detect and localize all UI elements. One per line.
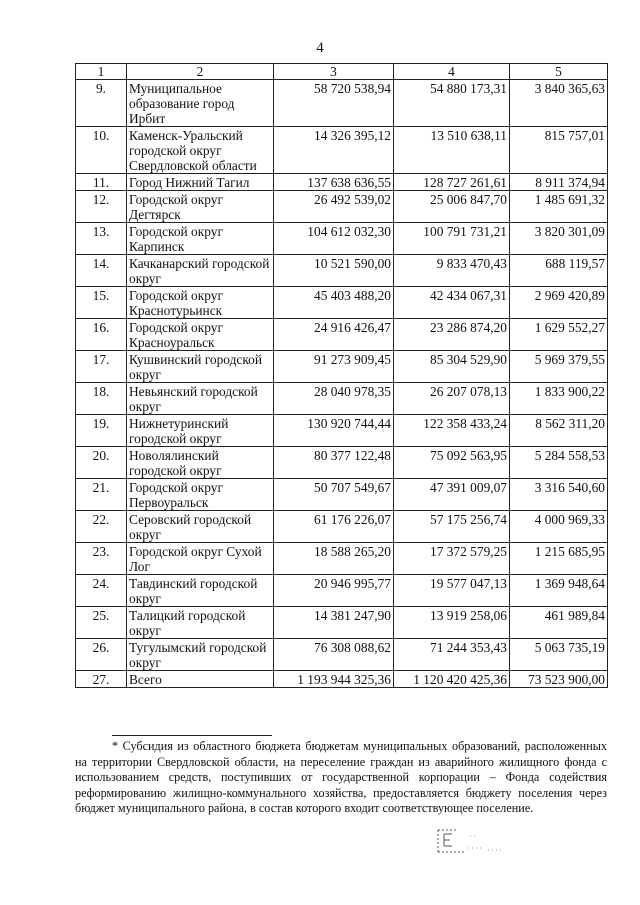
column-4-value-cell: 100 791 731,21 — [394, 223, 510, 255]
table-row — [76, 127, 608, 174]
column-4-value-cell: 26 207 078,13 — [394, 383, 510, 415]
column-5-value-cell: 8 911 374,94 — [510, 174, 608, 191]
table-row — [76, 639, 608, 671]
column-3-value-cell: 10 521 590,00 — [274, 255, 394, 287]
row-number-cell: 26. — [76, 639, 127, 671]
municipality-name-cell: Талицкий городской округ — [127, 607, 274, 639]
column-4-value-cell: 75 092 563,95 — [394, 447, 510, 479]
column-3-value-cell: 76 308 088,62 — [274, 639, 394, 671]
table-row — [76, 191, 608, 223]
row-number-cell: 14. — [76, 255, 127, 287]
subsidy-table — [75, 63, 608, 688]
municipality-name-cell: Кушвинский городской округ — [127, 351, 274, 383]
column-4-value-cell: 57 175 256,74 — [394, 511, 510, 543]
column-4-value-cell: 17 372 579,25 — [394, 543, 510, 575]
municipality-name-cell: Нижнетуринский городской округ — [127, 415, 274, 447]
row-number-cell: 22. — [76, 511, 127, 543]
column-5-value-cell: 1 833 900,22 — [510, 383, 608, 415]
municipality-name-cell: Тугулымский городской округ — [127, 639, 274, 671]
footnote-text: * Субсидия из областного бюджета бюджетам муниципальных образований, расположенных на территории Свердловской области, на переселение граждан из аварийного жилищного фонда с использованием средств, поступивших от государственной корпорации – Фонда содействия реформированию жилищно-коммунального хозяйства, предоставляется бюджету поселения через бюджет муниципального района, в состав которого входит соответствующее поселение. — [75, 739, 607, 815]
column-number-header: 5 — [510, 64, 608, 80]
column-5-value-cell: 5 284 558,53 — [510, 447, 608, 479]
municipality-name-cell: Муниципальное образование город Ирбит — [127, 80, 274, 127]
table-row — [76, 447, 608, 479]
column-5-value-cell: 688 119,57 — [510, 255, 608, 287]
column-4-value-cell: 54 880 173,31 — [394, 80, 510, 127]
row-number-cell: 19. — [76, 415, 127, 447]
column-4-value-cell: 85 304 529,90 — [394, 351, 510, 383]
column-4-value-cell: 25 006 847,70 — [394, 191, 510, 223]
row-number-cell: 9. — [76, 80, 127, 127]
column-3-value-cell: 26 492 539,02 — [274, 191, 394, 223]
column-3-value-cell: 18 588 265,20 — [274, 543, 394, 575]
column-3-value-cell: 80 377 122,48 — [274, 447, 394, 479]
row-number-cell: 27. — [76, 671, 127, 688]
municipality-name-cell: Невьянский городской округ — [127, 383, 274, 415]
table-row — [76, 415, 608, 447]
column-number-header: 4 — [394, 64, 510, 80]
municipality-name-cell: Городской округ Краснотурьинск — [127, 287, 274, 319]
row-number-cell: 23. — [76, 543, 127, 575]
column-4-value-cell: 47 391 009,07 — [394, 479, 510, 511]
column-3-value-cell: 130 920 744,44 — [274, 415, 394, 447]
column-number-header: 2 — [127, 64, 274, 80]
column-4-value-cell: 128 727 261,61 — [394, 174, 510, 191]
municipality-name-cell: Серовский городской округ — [127, 511, 274, 543]
table-row — [76, 287, 608, 319]
table-row — [76, 255, 608, 287]
table-body — [76, 64, 608, 688]
column-3-value-cell: 24 916 426,47 — [274, 319, 394, 351]
stamp-mark — [434, 828, 524, 858]
row-number-cell: 21. — [76, 479, 127, 511]
column-3-value-cell: 91 273 909,45 — [274, 351, 394, 383]
column-3-value-cell: 1 193 944 325,36 — [274, 671, 394, 688]
page-number: 4 — [316, 40, 324, 56]
column-4-value-cell: 13 510 638,11 — [394, 127, 510, 174]
municipality-name-cell: Городской округ Карпинск — [127, 223, 274, 255]
column-5-value-cell: 4 000 969,33 — [510, 511, 608, 543]
column-4-value-cell: 122 358 433,24 — [394, 415, 510, 447]
row-number-cell: 25. — [76, 607, 127, 639]
row-number-cell: 12. — [76, 191, 127, 223]
column-number-header: 3 — [274, 64, 394, 80]
table-row — [76, 543, 608, 575]
row-number-cell: 16. — [76, 319, 127, 351]
table-row — [76, 607, 608, 639]
municipality-name-cell: Тавдинский городской округ — [127, 575, 274, 607]
column-3-value-cell: 104 612 032,30 — [274, 223, 394, 255]
column-4-value-cell: 9 833 470,43 — [394, 255, 510, 287]
municipality-name-cell: Каменск-Уральский городской округ Свердловской области — [127, 127, 274, 174]
table-row — [76, 575, 608, 607]
column-3-value-cell: 14 381 247,90 — [274, 607, 394, 639]
column-4-value-cell: 23 286 874,20 — [394, 319, 510, 351]
column-5-value-cell: 461 989,84 — [510, 607, 608, 639]
table-header-row — [76, 64, 608, 80]
column-5-value-cell: 73 523 900,00 — [510, 671, 608, 688]
municipality-name-cell: Город Нижний Тагил — [127, 174, 274, 191]
column-3-value-cell: 58 720 538,94 — [274, 80, 394, 127]
column-4-value-cell: 71 244 353,43 — [394, 639, 510, 671]
column-3-value-cell: 14 326 395,12 — [274, 127, 394, 174]
column-5-value-cell: 1 629 552,27 — [510, 319, 608, 351]
column-5-value-cell: 2 969 420,89 — [510, 287, 608, 319]
municipality-name-cell: Городской округ Дегтярск — [127, 191, 274, 223]
column-3-value-cell: 137 638 636,55 — [274, 174, 394, 191]
table-row — [76, 511, 608, 543]
municipality-name-cell: Качканарский городской округ — [127, 255, 274, 287]
municipality-name-cell: Новолялинский городской округ — [127, 447, 274, 479]
column-4-value-cell: 19 577 047,13 — [394, 575, 510, 607]
table-row — [76, 174, 608, 191]
column-5-value-cell: 1 215 685,95 — [510, 543, 608, 575]
column-3-value-cell: 28 040 978,35 — [274, 383, 394, 415]
footnote-divider — [112, 735, 272, 736]
column-4-value-cell: 42 434 067,31 — [394, 287, 510, 319]
column-3-value-cell: 20 946 995,77 — [274, 575, 394, 607]
column-4-value-cell: 1 120 420 425,36 — [394, 671, 510, 688]
column-3-value-cell: 50 707 549,67 — [274, 479, 394, 511]
row-number-cell: 11. — [76, 174, 127, 191]
table-row — [76, 383, 608, 415]
table-row — [76, 479, 608, 511]
row-number-cell: 20. — [76, 447, 127, 479]
table-row — [76, 223, 608, 255]
column-5-value-cell: 1 485 691,32 — [510, 191, 608, 223]
row-number-cell: 18. — [76, 383, 127, 415]
municipality-name-cell: Всего — [127, 671, 274, 688]
row-number-cell: 10. — [76, 127, 127, 174]
row-number-cell: 15. — [76, 287, 127, 319]
column-5-value-cell: 3 820 301,09 — [510, 223, 608, 255]
column-number-header: 1 — [76, 64, 127, 80]
table-row — [76, 351, 608, 383]
column-5-value-cell: 5 063 735,19 — [510, 639, 608, 671]
row-number-cell: 13. — [76, 223, 127, 255]
column-5-value-cell: 815 757,01 — [510, 127, 608, 174]
table-row — [76, 319, 608, 351]
column-4-value-cell: 13 919 258,06 — [394, 607, 510, 639]
column-5-value-cell: 1 369 948,64 — [510, 575, 608, 607]
municipality-name-cell: Городской округ Красноуральск — [127, 319, 274, 351]
table-row — [76, 671, 608, 688]
municipality-name-cell: Городской округ Сухой Лог — [127, 543, 274, 575]
column-5-value-cell: 3 840 365,63 — [510, 80, 608, 127]
row-number-cell: 17. — [76, 351, 127, 383]
column-5-value-cell: 5 969 379,55 — [510, 351, 608, 383]
column-5-value-cell: 8 562 311,20 — [510, 415, 608, 447]
column-3-value-cell: 45 403 488,20 — [274, 287, 394, 319]
column-3-value-cell: 61 176 226,07 — [274, 511, 394, 543]
row-number-cell: 24. — [76, 575, 127, 607]
table-row — [76, 80, 608, 127]
municipality-name-cell: Городской округ Первоуральск — [127, 479, 274, 511]
column-5-value-cell: 3 316 540,60 — [510, 479, 608, 511]
